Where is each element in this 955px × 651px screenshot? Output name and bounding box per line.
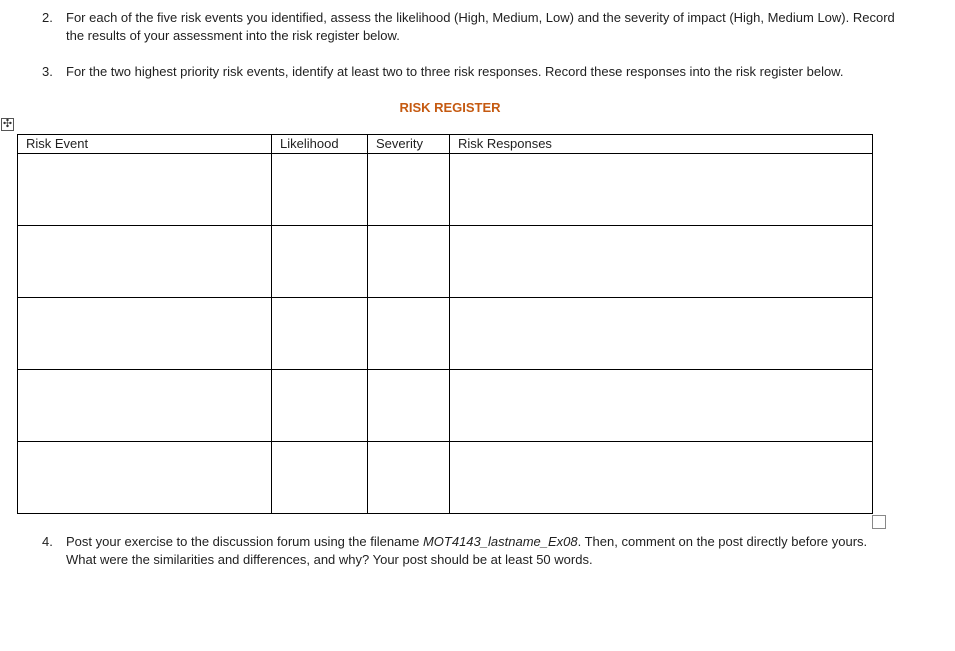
table-move-handle-icon[interactable]: ✣ [2,118,13,130]
table-row [18,442,873,514]
risk-responses-cell[interactable] [450,154,873,226]
text-after: . Then, comment on the post directly before yours. What were the similarities and differences, and why? Your post should be at least 50 words. [66,534,868,567]
risk-event-cell[interactable] [18,154,272,226]
likelihood-cell[interactable] [272,154,368,226]
text-before: Post your exercise to the discussion forum using the filename [66,534,423,549]
table-header-row [18,135,873,154]
table-row [18,298,873,370]
filename: MOT4143_lastname_Ex08 [422,534,578,549]
list-number: 3. [42,64,53,79]
risk-responses-cell[interactable] [450,370,873,442]
severity-cell[interactable] [368,226,450,298]
likelihood-cell[interactable] [272,226,368,298]
table-resize-handle[interactable] [872,515,886,529]
severity-cell[interactable] [368,370,450,442]
risk-responses-cell[interactable] [450,226,873,298]
risk-event-cell[interactable] [18,226,272,298]
risk-event-cell[interactable] [18,298,272,370]
column-header-risk-event: Risk Event [18,135,272,154]
column-header-risk-responses: Risk Responses [450,135,873,154]
likelihood-cell[interactable] [272,370,368,442]
instruction-text [66,533,896,569]
table-row [18,154,873,226]
severity-cell[interactable] [368,298,450,370]
likelihood-cell[interactable] [272,298,368,370]
list-number: 4. [42,534,53,549]
table-row [18,370,873,442]
severity-cell[interactable] [368,442,450,514]
risk-event-cell[interactable] [18,370,272,442]
instruction-text: For each of the five risk events you identified, assess the likelihood (High, Medium, Low) and the severity of impact (High, Medium Low). Record the results of your assessment into the risk register below. [66,10,895,43]
table-row [18,226,873,298]
instruction-text: For the two highest priority risk events, identify at least two to three risk responses. Record these responses into the risk register below. [66,64,844,79]
severity-cell[interactable] [368,154,450,226]
list-number: 2. [42,10,53,25]
column-header-likelihood: Likelihood [272,135,368,154]
likelihood-cell[interactable] [272,442,368,514]
risk-register-table [17,134,873,514]
risk-responses-cell[interactable] [450,298,873,370]
risk-event-cell[interactable] [18,442,272,514]
column-header-severity: Severity [368,135,450,154]
risk-register-title: RISK REGISTER [399,100,501,115]
risk-responses-cell[interactable] [450,442,873,514]
